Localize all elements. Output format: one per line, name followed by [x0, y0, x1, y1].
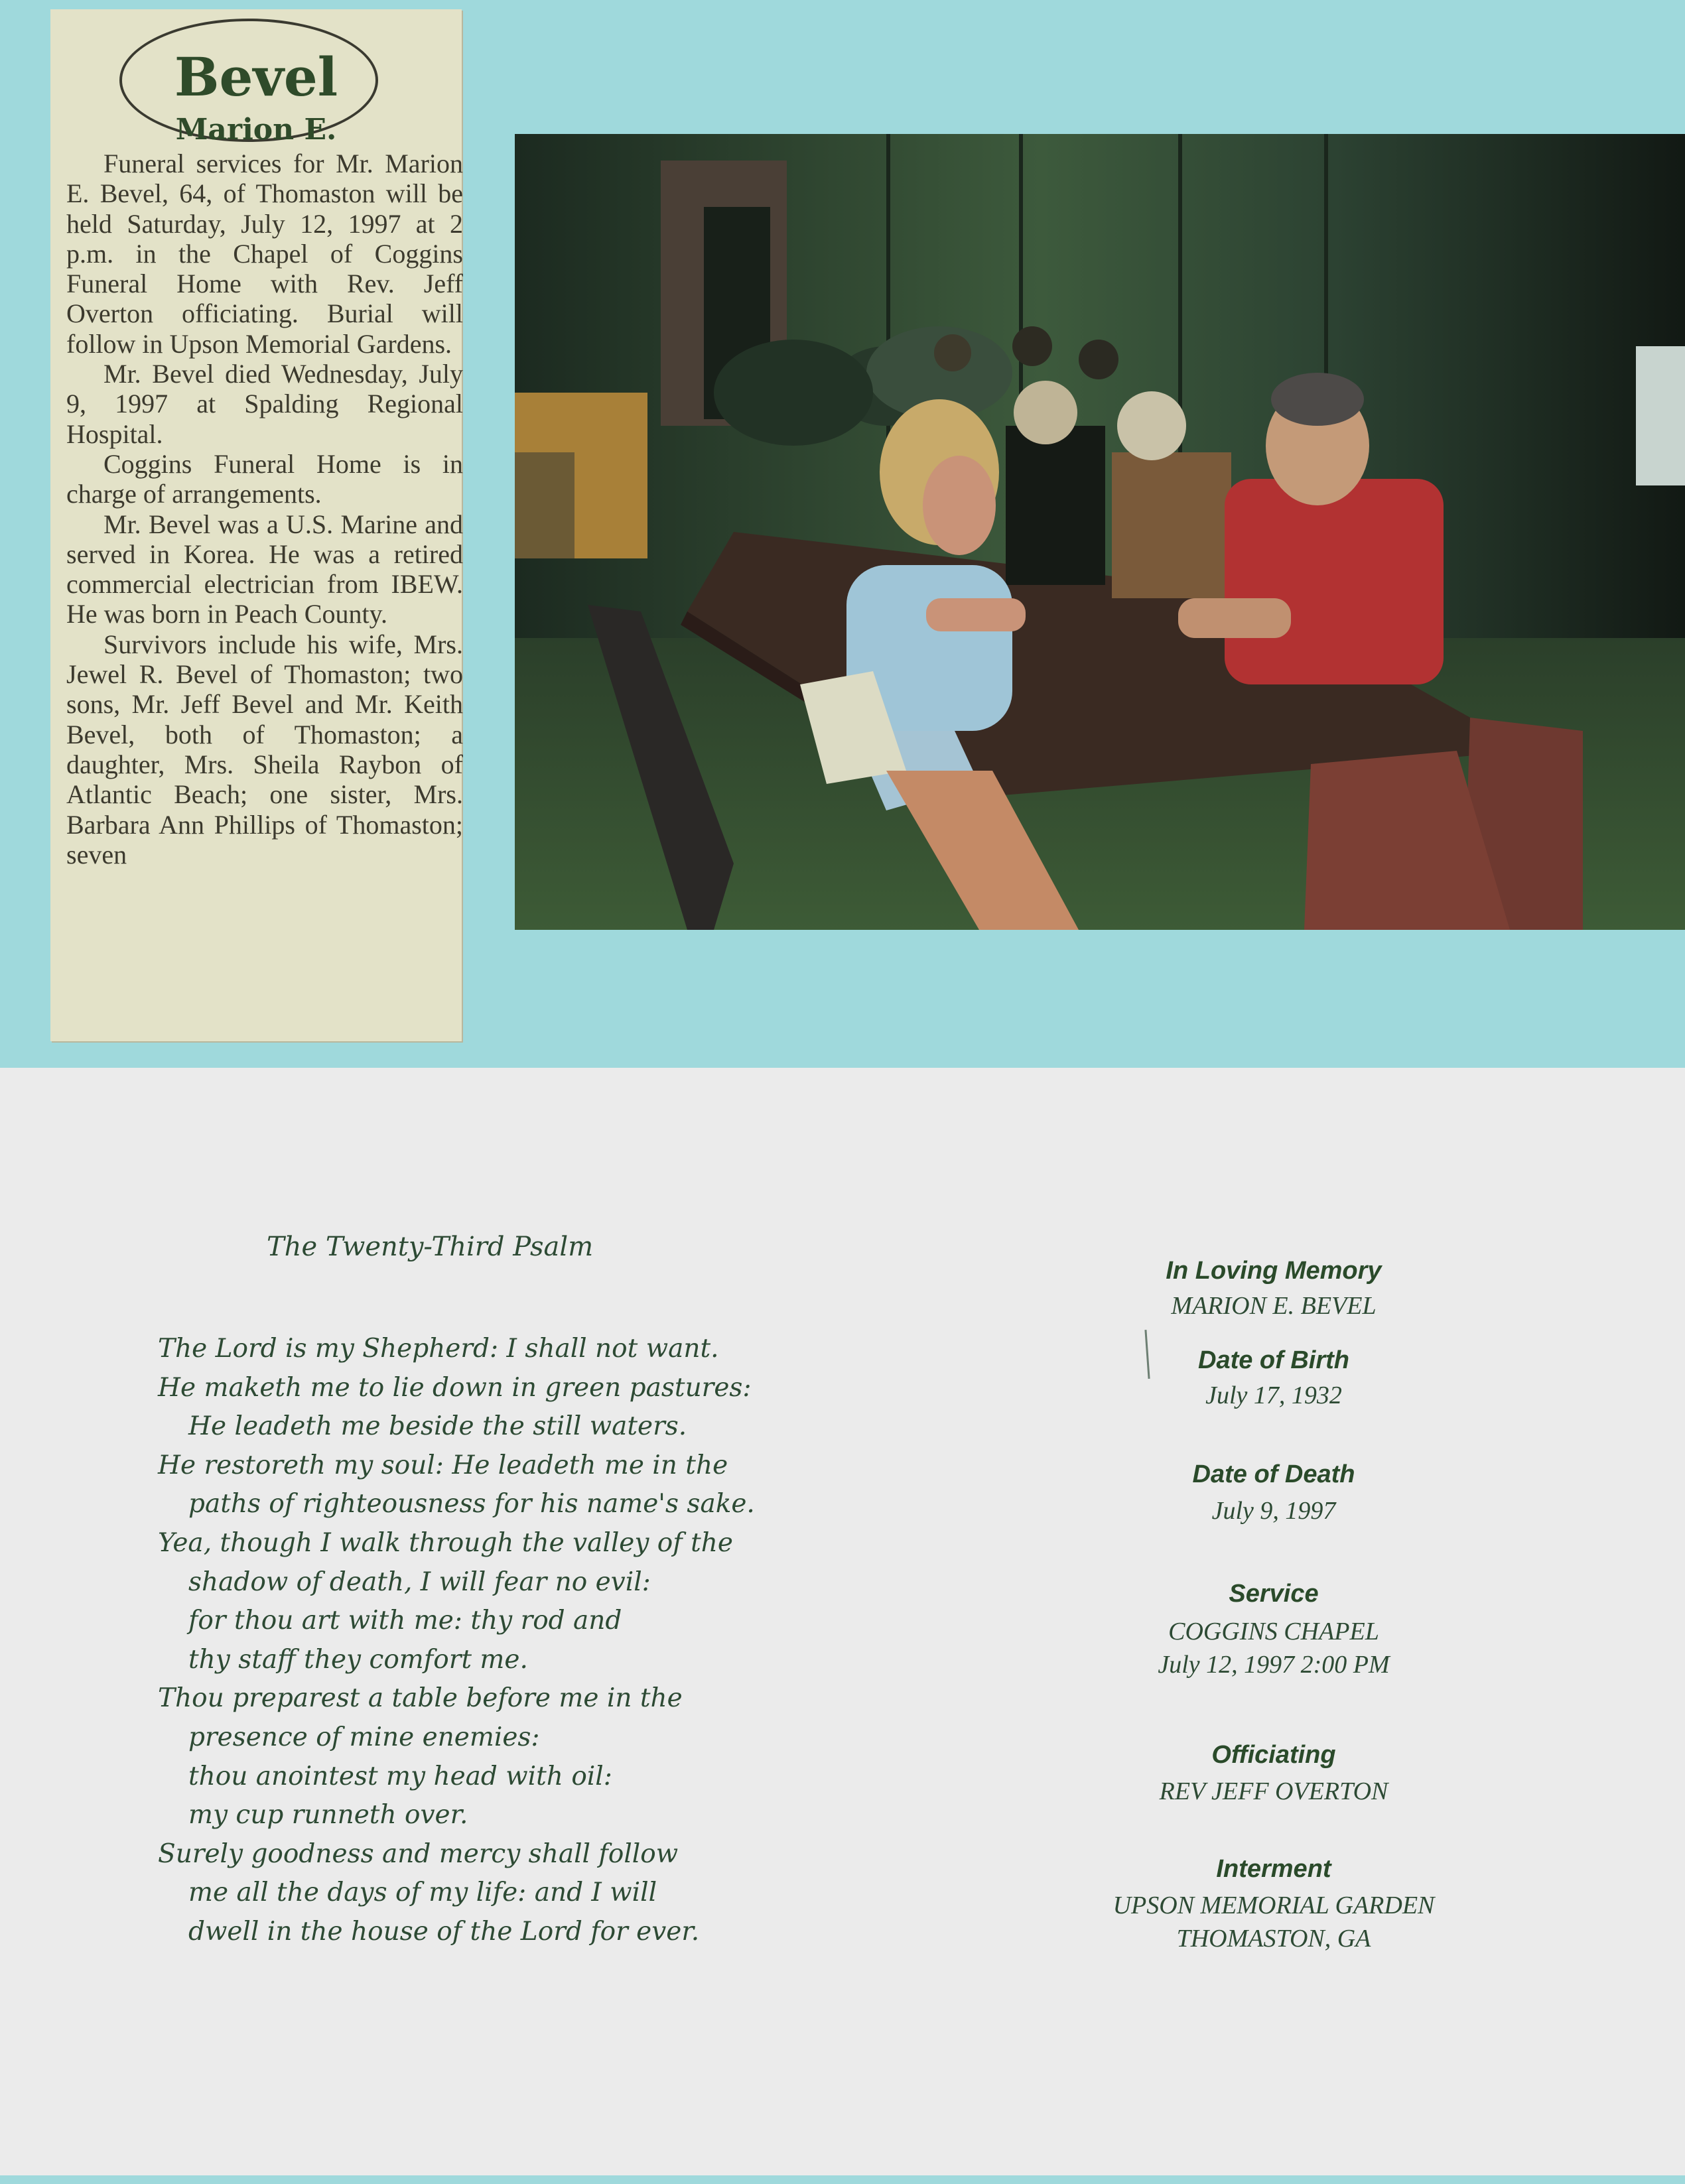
interment-city: THOMASTON, GA: [1176, 1925, 1371, 1953]
death-section: [1022, 1460, 1526, 1527]
service-place: COGGINS CHAPEL: [1168, 1618, 1379, 1645]
obituary-name: Marion E.: [175, 113, 337, 147]
group-photo: [515, 134, 1685, 930]
psalm-line: He leadeth me beside the still waters.: [188, 1411, 687, 1442]
deceased-name: MARION E. BEVEL: [1171, 1292, 1377, 1320]
service-section: [1022, 1580, 1526, 1681]
psalm-line: The Lord is my Shepherd: I shall not want.: [158, 1334, 719, 1364]
psalm-line: me all the days of my life: and I will: [188, 1878, 657, 1908]
psalm-line: Thou preparest a table before me in the: [158, 1683, 683, 1714]
psalm-line: Yea, though I walk through the valley of the: [158, 1527, 733, 1558]
interment-label: Interment: [1216, 1855, 1331, 1883]
interment-section: [1022, 1855, 1526, 1955]
psalm-line: He restoreth my soul: He leadeth me in the: [158, 1450, 728, 1480]
officiating-section: [1022, 1741, 1526, 1808]
psalm-text: [158, 1330, 755, 1952]
service-time: July 12, 1997 2:00 PM: [1158, 1651, 1390, 1679]
obituary-body: [66, 149, 463, 869]
death-date: July 9, 1997: [1211, 1497, 1336, 1525]
funeral-card: [0, 1068, 1685, 2175]
psalm-line: presence of mine enemies:: [188, 1722, 540, 1752]
psalm-line: paths of righteousness for his name's sake.: [188, 1489, 755, 1519]
mat-bottom-edge: [0, 2175, 1685, 2184]
obituary-paragraph: Coggins Funeral Home is in charge of arrangements.: [66, 448, 463, 509]
obituary-paragraph: Mr. Bevel was a U.S. Marine and served in Korea. He was a retired commercial electrician from IBEW. He was born in Peach County.: [66, 509, 463, 629]
photo-scene: [515, 134, 1685, 930]
in-loving-memory-label: In Loving Memory: [1166, 1257, 1382, 1285]
obituary-paragraph: Mr. Bevel died Wednesday, July 9, 1997 at Spalding Regional Hospital.: [66, 359, 463, 449]
obituary-paragraph: Funeral services for Mr. Marion E. Bevel, 64, of Thomaston will be held Saturday, July 12, 1997 at 2 p.m. in the Chapel of Coggins Funeral Home with Rev. Jeff Overton officiating. Burial will follow in Upson Memorial Gardens.: [66, 149, 463, 359]
psalm-line: He maketh me to lie down in green pastures:: [158, 1372, 752, 1403]
officiant-name: REV JEFF OVERTON: [1159, 1777, 1388, 1805]
birth-section: [1022, 1346, 1526, 1412]
psalm-line: thou anointest my head with oil:: [188, 1761, 612, 1791]
psalm-line: my cup runneth over.: [188, 1800, 468, 1831]
birth-label: Date of Birth: [1198, 1346, 1349, 1374]
psalm-title: The Twenty-Third Psalm: [267, 1232, 594, 1262]
psalm-line: Surely goodness and mercy shall follow: [158, 1838, 679, 1869]
psalm-line: shadow of death, I will fear no evil:: [188, 1567, 651, 1597]
birth-date: July 17, 1932: [1205, 1381, 1342, 1409]
psalm-line: thy staff they comfort me.: [188, 1644, 528, 1675]
psalm-line: dwell in the house of the Lord for ever.: [188, 1916, 700, 1947]
officiating-label: Officiating: [1211, 1741, 1336, 1769]
service-label: Service: [1229, 1580, 1319, 1608]
obituary-clipping: [50, 9, 462, 1041]
memorial-heading: [1022, 1257, 1526, 1322]
interment-place: UPSON MEMORIAL GARDEN: [1112, 1892, 1435, 1919]
obituary-surname: Bevel: [174, 46, 338, 108]
psalm-line: for thou art with me: thy rod and: [188, 1606, 622, 1636]
death-label: Date of Death: [1192, 1460, 1355, 1488]
obituary-paragraph: Survivors include his wife, Mrs. Jewel R. Bevel of Thomaston; two sons, Mr. Jeff Bevel and Mr. Keith Bevel, both of Thomaston; a daughter, Mrs. Sheila Raybon of Atlantic Beach; one sister, Mrs. Barbara Ann Phillips of Thomaston; seven: [66, 629, 463, 869]
